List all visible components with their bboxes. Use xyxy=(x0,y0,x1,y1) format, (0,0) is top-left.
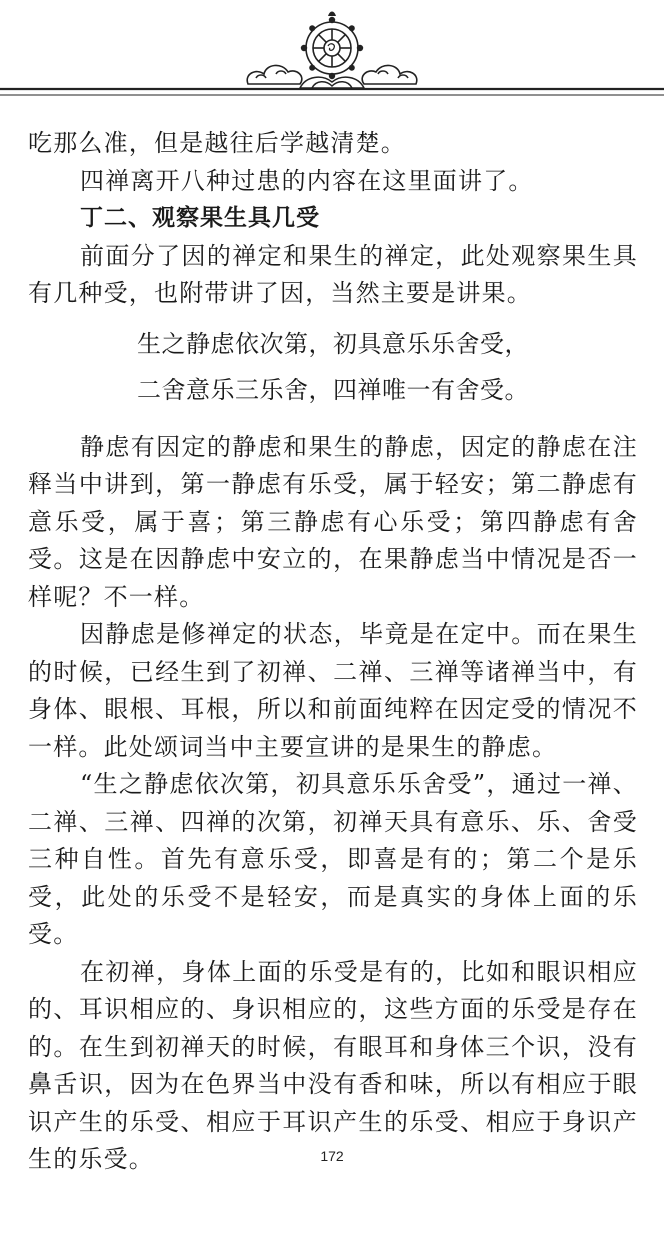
dharma-wheel-header-ornament xyxy=(0,0,664,110)
paragraph: 四禅离开八种过患的内容在这里面讲了。 xyxy=(80,166,534,195)
paragraph: 因静虑是修禅定的状态，毕竟是在定中。而在果生的时候，已经生到了初禅、二禅、三禅等诸禅当中，有身体、眼根、耳根，所以和前面纯粹在因定受的情况不一样。此处颂词当中主要宣讲的是果生的静虑。 xyxy=(28,620,638,761)
verse-line: 生之静虑依次第，初具意乐乐舍受， xyxy=(137,329,529,358)
paragraph-intro: 前面分了因的禅定和果生的禅定，此处观察果生具有几种受，也附带讲了因，当然主要是讲果。 xyxy=(28,241,638,307)
paragraph: 静虑有因定的静虑和果生的静虑，因定的静虑在注释当中讲到，第一静虑有乐受，属于轻安；第二静虑有意乐受，属于喜；第三静虑有心乐受；第四静虑有舍受。这是在因静虑中安立的，在果静虑当中情况是否一样呢？不一样。 xyxy=(28,432,638,611)
page-number: 172 xyxy=(320,1148,344,1164)
paragraph: “生之静虑依次第，初具意乐乐舍受”，通过一禅、二禅、三禅、四禅的次第，初禅天具有意乐、乐、舍受三种自性。首先有意乐受，即喜是有的；第二个是乐受，此处的乐受不是轻安，而是真实的身体上面的乐受。 xyxy=(28,770,638,948)
paragraph-continuation: 吃那么准，但是越往后学越清楚。 xyxy=(28,129,406,157)
verse-block xyxy=(28,321,638,413)
paragraph: 在初禅，身体上面的乐受是有的，比如和眼识相应的、耳识相应的、身识相应的，这些方面的乐受是存在的。在生到初禅天的时候，有眼耳和身体三个识，没有鼻舌识，因为在色界当中没有香和味，所以有相应于眼识产生的乐受、相应于耳识产生的乐受、相应于身识产生的乐受。 xyxy=(28,957,638,1173)
verse-line: 二舍意乐三乐舍，四禅唯一有舍受。 xyxy=(137,375,529,404)
page-body xyxy=(28,125,638,1179)
section-heading: 丁二、观察果生具几受 xyxy=(80,205,320,231)
